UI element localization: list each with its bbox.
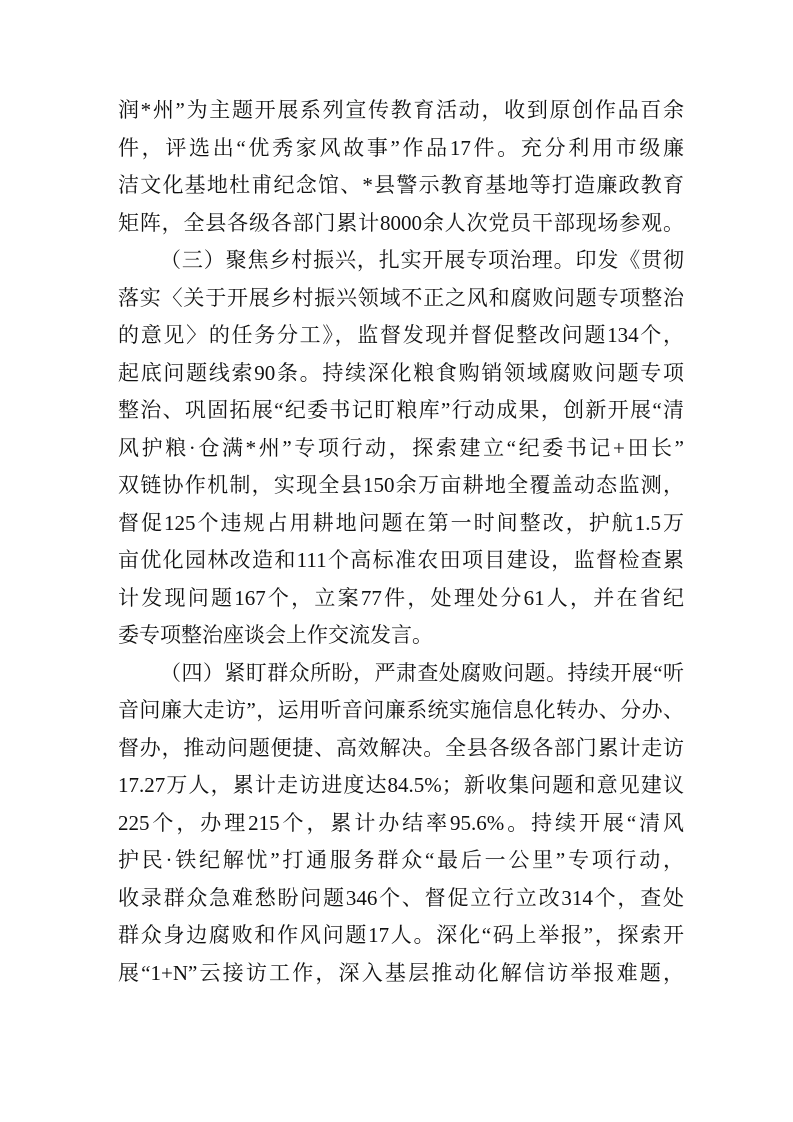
text-line: 矩阵，全县各级各部门累计8000余人次党员干部现场参观。	[118, 210, 684, 235]
text-line: 督促125个违规占用耕地问题在第一时间整改，护航1.5万	[118, 510, 684, 535]
text-line: 的意见〉的任务分工》，监督发现并督促整改问题134个，	[118, 323, 684, 347]
text-line: 收录群众急难愁盼问题346个、督促立行立改314个，查处	[118, 885, 684, 910]
document-body	[118, 92, 684, 992]
text-line: 起底问题线索90条。持续深化粮食购销领域腐败问题专项	[118, 360, 684, 385]
text-line: 件，评选出“优秀家风故事”作品17件。充分利用市级廉	[118, 135, 684, 160]
text-line: 润*州”为主题开展系列宣传教育活动，收到原创作品百余	[118, 98, 684, 122]
text-line: 双链协作机制，实现全县150余万亩耕地全覆盖动态监测，	[118, 473, 684, 497]
text-line: 整治、巩固拓展“纪委书记盯粮库”行动成果，创新开展“清	[118, 398, 684, 422]
text-line: 音问廉大走访”，运用听音问廉系统实施信息化转办、分办、	[118, 698, 684, 722]
text-line: 展“1+N”云接访工作，深入基层推动化解信访举报难题，	[118, 960, 684, 985]
text-line: 洁文化基地杜甫纪念馆、*县警示教育基地等打造廉政教育	[118, 173, 684, 197]
text-line: 亩优化园林改造和111个高标准农田项目建设，监督检查累	[118, 548, 684, 572]
text-line: 计发现问题167个，立案77件，处理处分61人，并在省纪	[118, 585, 684, 610]
text-line: 225个，办理215个，累计办结率95.6%。持续开展“清风	[118, 810, 684, 835]
paragraph-first-line: （三）聚焦乡村振兴，扎实开展专项治理。印发《贯彻	[160, 248, 684, 272]
text-line: 委专项整治座谈会上作交流发言。	[118, 623, 433, 647]
text-line: 群众身边腐败和作风问题17人。深化“码上举报”，探索开	[118, 923, 684, 947]
text-line: 督办，推动问题便捷、高效解决。全县各级各部门累计走访	[118, 735, 684, 760]
text-line: 17.27万人，累计走访进度达84.5%；新收集问题和意见建议	[118, 773, 684, 797]
text-line: 落实〈关于开展乡村振兴领域不正之风和腐败问题专项整治	[118, 285, 684, 310]
text-line: 护民·铁纪解忧”打通服务群众“最后一公里”专项行动，	[118, 848, 684, 872]
paragraph-first-line: （四）紧盯群众所盼，严肃查处腐败问题。持续开展“听	[160, 660, 684, 685]
text-line: 风护粮·仓满*州”专项行动，探索建立“纪委书记+田长”	[118, 435, 684, 460]
